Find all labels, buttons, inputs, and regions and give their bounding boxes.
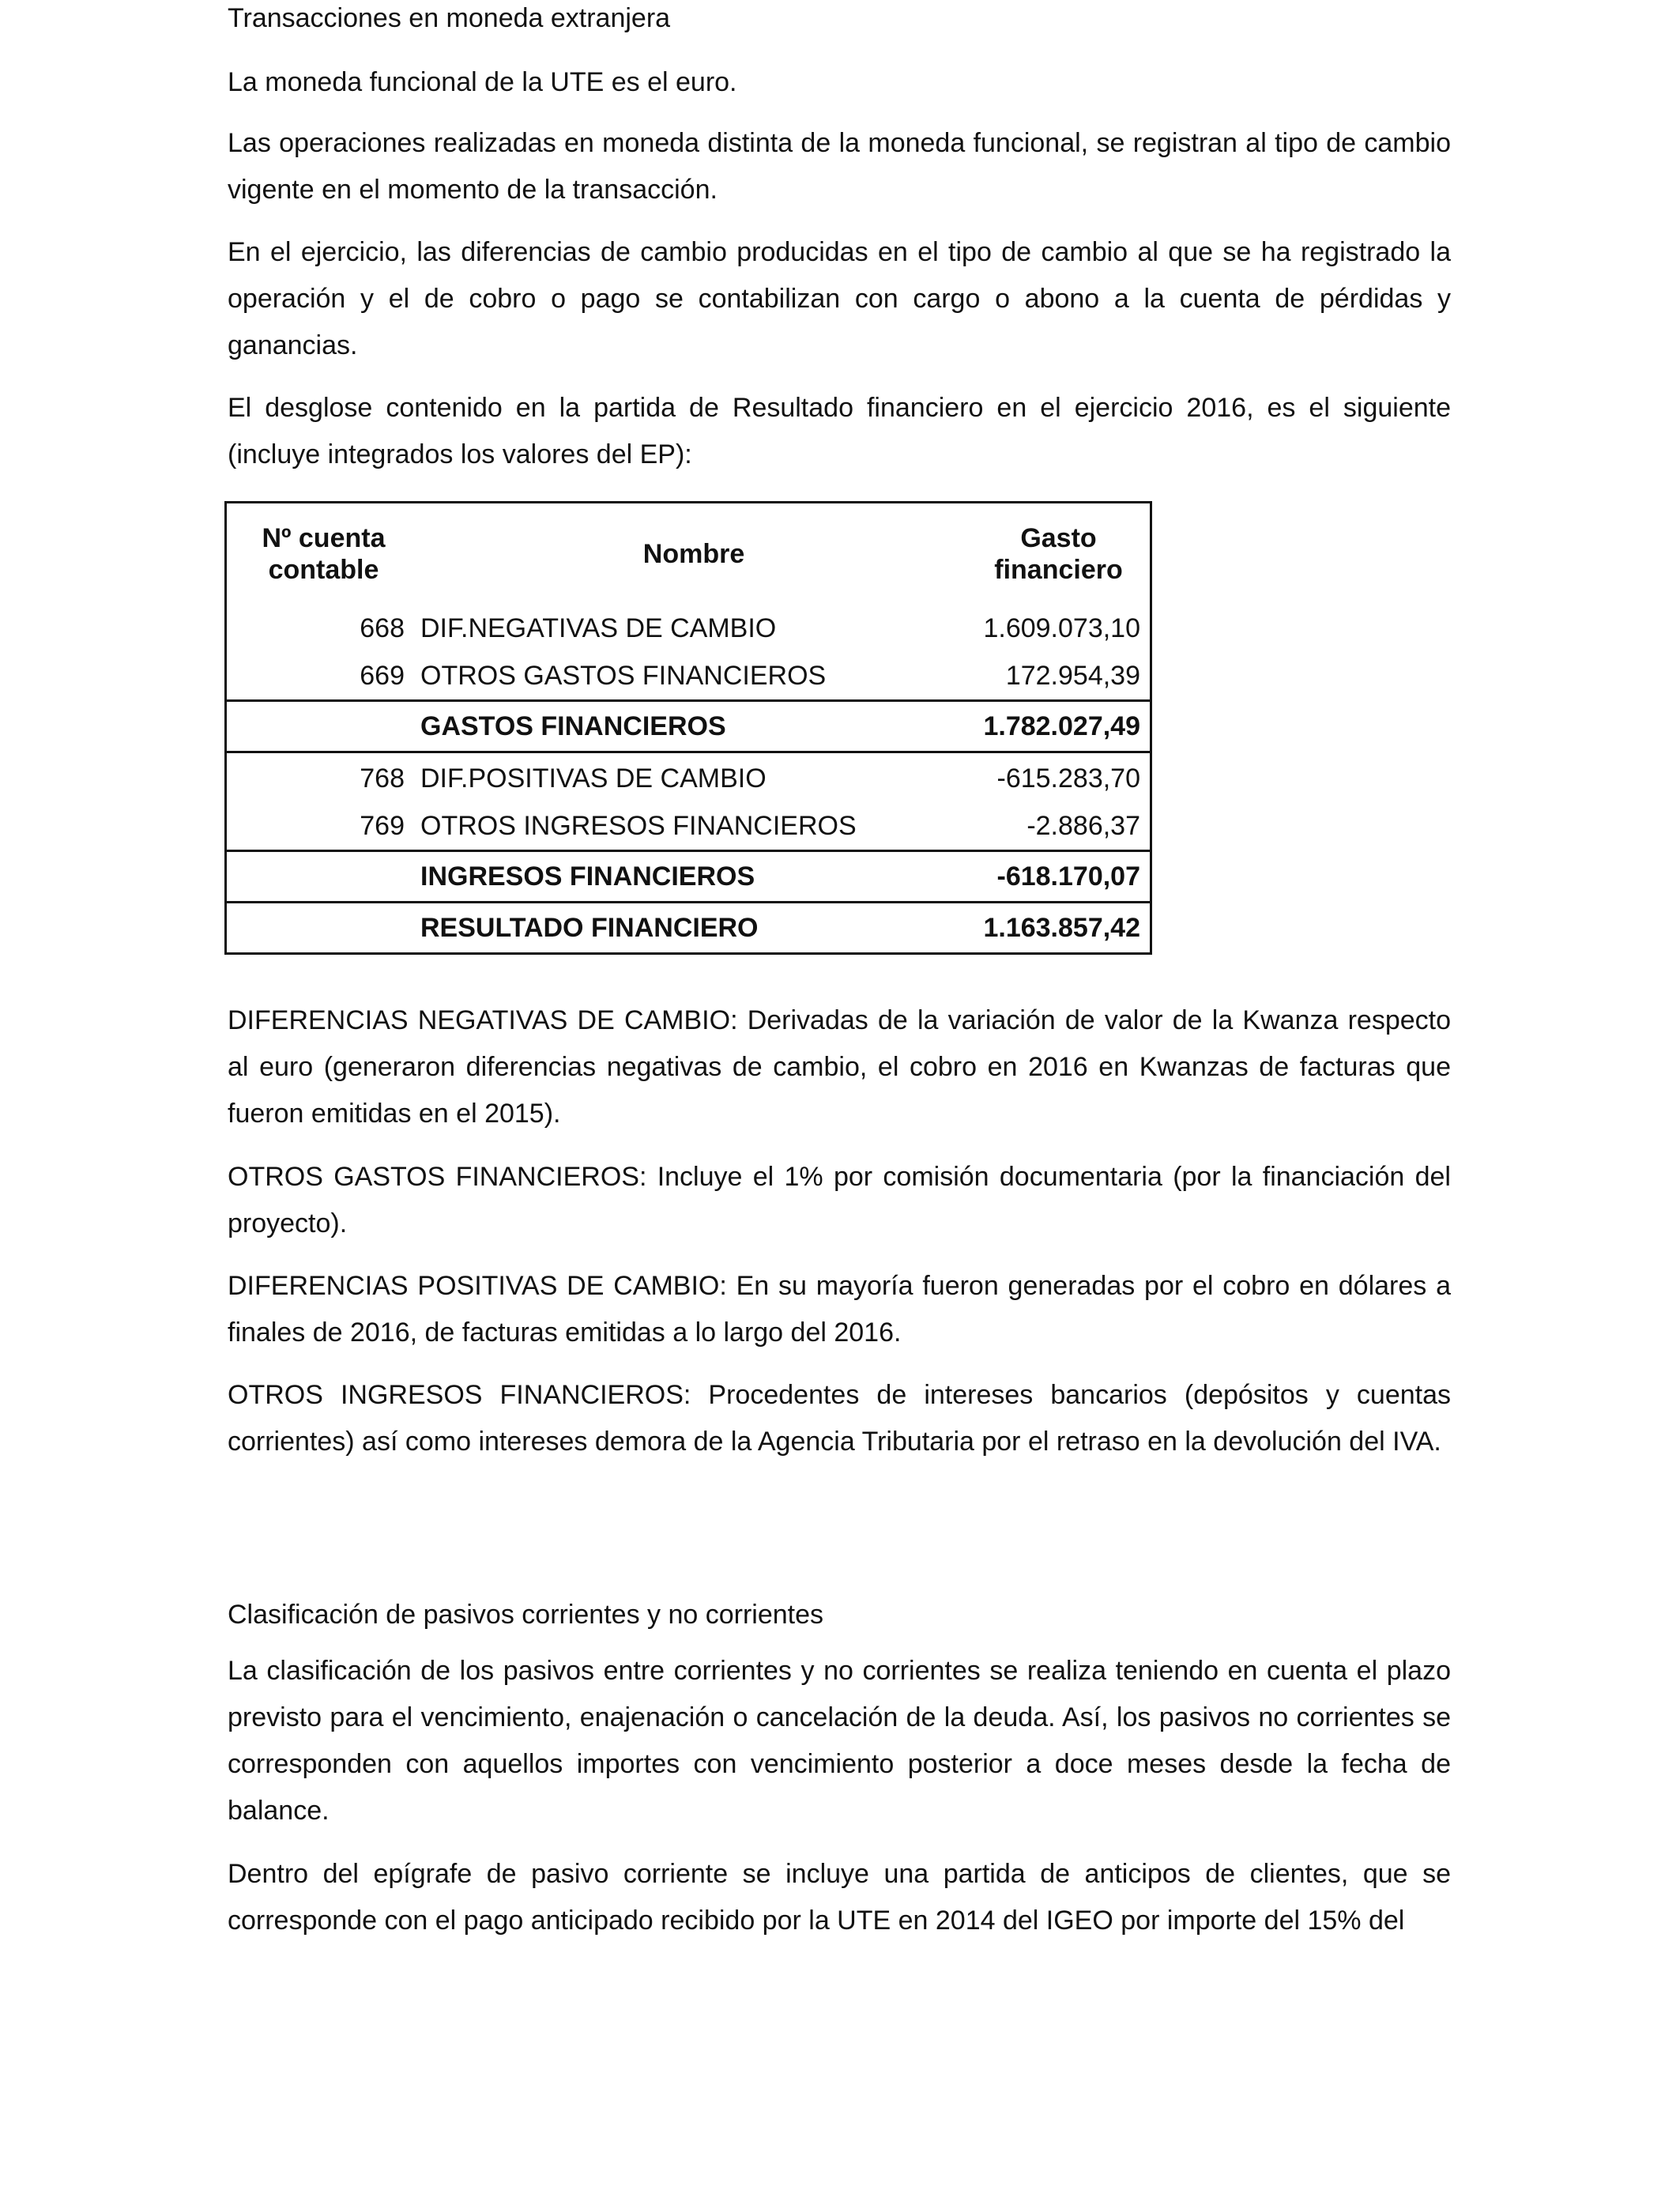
table-row-total-income bbox=[226, 851, 1151, 903]
account-number-cell: 768 bbox=[226, 752, 421, 803]
account-name-cell: OTROS INGRESOS FINANCIEROS bbox=[420, 810, 857, 841]
header-account-line1: Nº cuenta bbox=[262, 523, 386, 553]
account-number-cell bbox=[226, 903, 421, 954]
account-name-cell: OTROS GASTOS FINANCIEROS bbox=[420, 660, 827, 691]
table-row-total-expenses bbox=[226, 701, 1151, 752]
account-number-cell bbox=[226, 701, 421, 752]
amount-cell: 172.954,39 bbox=[1005, 660, 1140, 691]
table-row bbox=[226, 752, 1151, 803]
total-amount-cell: -618.170,07 bbox=[967, 851, 1151, 903]
paragraph-breakdown-intro: El desglose contenido en la partida de Resultado financiero en el ejercicio 2016, es el siguiente (incluye integrados los valores del EP): bbox=[228, 393, 1451, 469]
amount-cell: -615.283,70 bbox=[967, 752, 1151, 803]
paragraph-customer-advances: Dentro del epígrafe de pasivo corriente se incluye una partida de anticipos de clientes, que se corresponde con el pago anticipado recibido por la UTE en 2014 del IGEO por importe del 15% del bbox=[228, 1859, 1451, 1936]
paragraph-operations: Las operaciones realizadas en moneda distinta de la moneda funcional, se registran al tipo de cambio vigente en el momento de la transacción. bbox=[228, 128, 1451, 205]
account-number-cell: 668 bbox=[360, 613, 405, 643]
amount-cell: 1.609.073,10 bbox=[983, 613, 1140, 643]
header-financial-expense bbox=[967, 503, 1151, 605]
total-name-cell: GASTOS FINANCIEROS bbox=[420, 701, 967, 752]
account-number-cell: 769 bbox=[360, 810, 405, 841]
header-account-number bbox=[226, 503, 421, 605]
account-number-cell: 669 bbox=[360, 660, 405, 691]
paragraph-liabilities-classification: La clasificación de los pasivos entre corrientes y no corrientes se realiza teniendo en cuenta el plazo previsto para el vencimiento, enajenación o cancelación de la deuda. Así, los pasivos no corrientes se corresponden con aquellos importes con vencimiento posterior a doce meses desde la fecha de balance. bbox=[228, 1656, 1451, 1826]
table-row-financial-result bbox=[226, 903, 1151, 954]
table-row bbox=[226, 605, 1151, 652]
header-account-line2: contable bbox=[268, 555, 379, 585]
paragraph-positive-differences: DIFERENCIAS POSITIVAS DE CAMBIO: En su mayoría fueron generadas por el cobro en dólares a finales de 2016, de facturas emitidas a lo largo del 2016. bbox=[228, 1271, 1451, 1348]
amount-cell: -2.886,37 bbox=[1026, 810, 1140, 841]
paragraph-functional-currency: La moneda funcional de la UTE es el euro. bbox=[228, 67, 737, 97]
paragraph-other-income: OTROS INGRESOS FINANCIEROS: Procedentes de intereses bancarios (depósitos y cuentas corrientes) así como intereses demora de la Agencia Tributaria por el retraso en la devolución del IVA. bbox=[228, 1380, 1451, 1457]
paragraph-negative-differences: DIFERENCIAS NEGATIVAS DE CAMBIO: Derivadas de la variación de valor de la Kwanza respecto al euro (generaron diferencias negativas de cambio, el cobro en 2016 en Kwanzas de facturas que fueron emitidas en el 2015). bbox=[228, 1005, 1451, 1129]
section-title-liabilities: Clasificación de pasivos corrientes y no corrientes bbox=[228, 1600, 824, 1630]
total-amount-cell: 1.163.857,42 bbox=[967, 903, 1151, 954]
header-amount-line1: Gasto bbox=[1020, 523, 1097, 553]
section-title-foreign-currency: Transacciones en moneda extranjera bbox=[228, 3, 671, 33]
header-name: Nombre bbox=[642, 539, 745, 569]
total-name-cell: INGRESOS FINANCIEROS bbox=[420, 851, 967, 903]
table-header-row bbox=[226, 503, 1151, 605]
account-name-cell: DIF.NEGATIVAS DE CAMBIO bbox=[420, 613, 777, 643]
table-row bbox=[226, 652, 1151, 701]
paragraph-exchange-differences: En el ejercicio, las diferencias de cambio producidas en el tipo de cambio al que se ha registrado la operación y el de cobro o pago se contabilizan con cargo o abono a la cuenta de pérdidas y ganancias. bbox=[228, 237, 1451, 360]
total-name-cell: RESULTADO FINANCIERO bbox=[420, 903, 967, 954]
account-name-cell: DIF.POSITIVAS DE CAMBIO bbox=[420, 752, 967, 803]
table-row bbox=[226, 802, 1151, 851]
financial-result-table bbox=[224, 501, 1152, 955]
account-number-cell bbox=[226, 851, 421, 903]
header-amount-line2: financiero bbox=[994, 555, 1123, 585]
total-amount-cell: 1.782.027,49 bbox=[967, 701, 1151, 752]
paragraph-other-expenses: OTROS GASTOS FINANCIEROS: Incluye el 1% por comisión documentaria (por la financiación del proyecto). bbox=[228, 1162, 1451, 1238]
